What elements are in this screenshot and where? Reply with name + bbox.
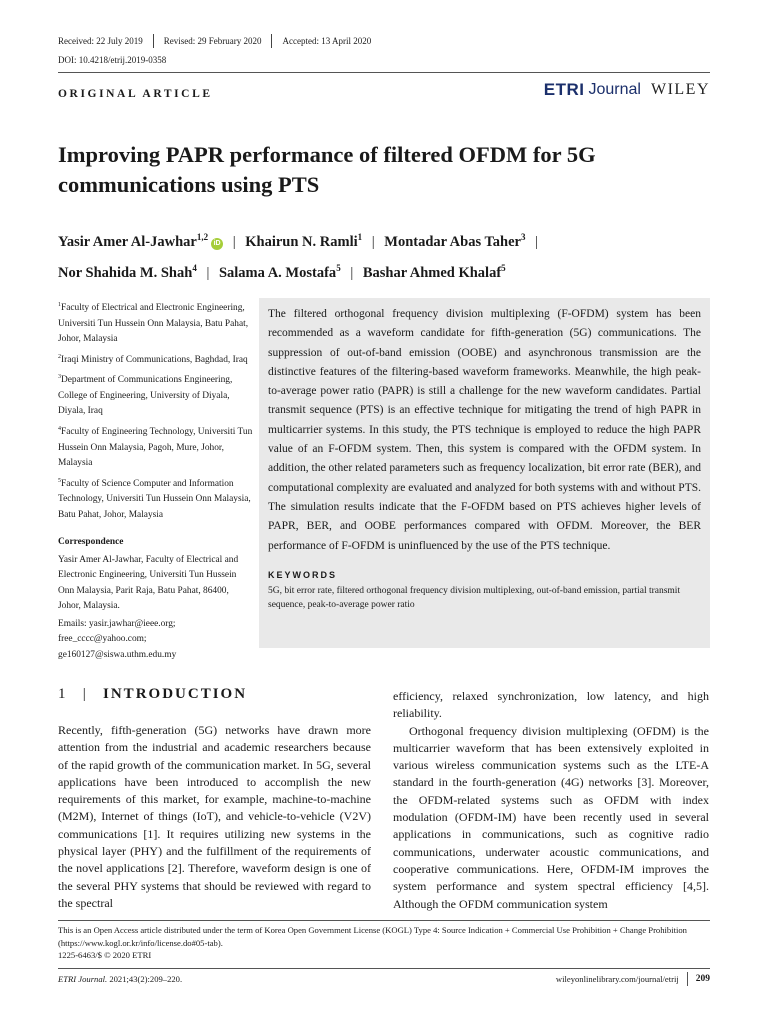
paper-title: Improving PAPR performance of filtered OFDM for 5G communications using PTS	[58, 142, 596, 197]
correspondence-heading: Correspondence	[58, 537, 124, 548]
etri-logo: ETRI	[543, 80, 585, 99]
footer-rule	[58, 968, 710, 969]
paragraph: Recently, fifth-generation (5G) networks have drawn more attention from the industrial and academic researchers because of the rapid growth of the communication market. In 5G, several applications have been introduced to accomplish the new requirements of this market, for example, machine-to-machine (M2M), Internet of things (IoT), and vehicle-to-vehicle (V2V) communications [1]. It requires utilizing new systems in the physical layer (PHY) and the fulfillment of the requirements of the novel applications [2]. Therefore, waveform design is one of the several PHY systems that should be reviewed with regard to the spectral	[58, 723, 371, 910]
abstract-text: The filtered orthogonal frequency division multiplexing (F-OFDM) system has been recommended as a waveform candidate for fifth-generation (5G) communications. The suppression of out-of-band emission (OOBE) and asynchronous transmission are the distinctive features of the filtering-based waveform frameworks. Meanwhile, the high peak-to-average power ratio (PAPR) is still a challenge for the new waveform candidates. Partial transmit sequence (PTS) is an effective technique for mitigating the trend of high PAPR in multicarrier systems. In this study, the PTS technique is employed to reduce the high PAPR value of an F-OFDM system. Then, this system is compared with the OFDM system. In addition, the other related parameters such as frequency localization, bit error rate (BER), and computational complexity are evaluated and analyzed for both systems with and without PTS. The simulation results indicate that the F-OFDM based on PTS achieves higher levels of PAPR, BER, and OOBE performances compared with OFDM. Moreover, the BER performance of F-OFDM is uninfluenced by the use of the PTS technique.	[268, 308, 701, 552]
paragraph: efficiency, relaxed synchronization, low latency, and high reliability.	[393, 689, 709, 721]
author[interactable]: Bashar Ahmed Khalaf$^5$	[362, 262, 506, 281]
divider	[687, 972, 688, 986]
author[interactable]: Montadar Abas Taher$^3$	[384, 232, 526, 250]
paragraph: Orthogonal frequency division multiplexing (OFDM) is the multicarrier waveform that has been extensively exploited in various wireless communication systems such as the LTE-A standard in the fourth-generation (4G) networks [3]. Moreover, the OFDM-related systems such as OFDM with index modulation (OFDM-IM) have been recently used in several applications in communications, such as cognitive radio communications, underwater acoustic communications, and cooperative communications. Here, OFDM-IM improves the system performance and system spectral efficiency [4,5]. Although the OFDM communication system	[393, 723, 709, 911]
author[interactable]: Nor Shahida M. Shah$^4$	[58, 262, 197, 281]
body-column-right	[393, 688, 709, 913]
license-text: This is an Open Access article distributed under the term of Korea Open Government License (KOGL) Type 4: Source Indication + Commercial Use Prohibition + Change Prohibition (https://www.kogl.or.kr/info/license.do#05-tab).	[58, 925, 687, 948]
wiley-logo: WILEY	[650, 81, 710, 98]
correspondence-body: Yasir Amer Al-Jawhar, Faculty of Electrical and Electronic Engineering, Universiti Tun Hussein Onn Malaysia, Parit Raja, Batu Pahat, 86400, Johor, Malaysia.	[58, 554, 239, 612]
body-column-left	[58, 722, 371, 912]
issn-text: 1225-6463/$ © 2020 ETRI	[58, 950, 152, 960]
journal-url[interactable]: wileyonlinelibrary.com/journal/etrij	[555, 974, 679, 984]
article-type: ORIGINAL ARTICLE	[58, 88, 213, 100]
affiliations	[58, 298, 253, 665]
affiliation: $^4$Faculty of Engineering Technology, Universiti Tun Hussein Onn Malaysia, Pagoh, Mure, Johor, Malaysia	[58, 425, 253, 468]
divider	[153, 34, 154, 48]
correspondence-emails[interactable]: Emails: yasir.jawhar@ieee.org; free_cccc@yahoo.com; ge160127@siswa.uthm.edu.my	[58, 618, 177, 660]
author[interactable]: Salama A. Mostafa$^5$	[218, 262, 341, 281]
header-rule	[58, 72, 710, 73]
abstract-box	[259, 298, 710, 648]
article-dates	[58, 34, 371, 48]
license-footnote	[58, 924, 710, 962]
journal-logo-text: Journal	[588, 81, 641, 98]
affiliation: $^2$Iraqi Ministry of Communications, Baghdad, Iraq	[58, 353, 248, 365]
author-list: Yasir Amer Al-Jawhar$^{1,2}$iD | Khairun N. Ramli$^1$ | Montadar Abas Taher$^3$ | Nor Shahida M. Shah$^4$ | Salama A. Mostafa$^5$ | Bashar Ahmed Khalaf$^5$	[58, 232, 539, 281]
author[interactable]: Yasir Amer Al-Jawhar$^{1,2}$	[58, 232, 209, 250]
affiliation: $^3$Department of Communications Engineering, College of Engineering, University of Diyala, Diyala, Iraq	[58, 374, 233, 417]
journal-citation: ETRI Journal. 2021;43(2):209–220.	[58, 974, 183, 984]
divider	[271, 34, 272, 48]
revised-date: Revised: 29 February 2020	[163, 36, 262, 46]
author[interactable]: Khairun N. Ramli$^1$	[245, 232, 363, 250]
orcid-icon[interactable]: iD	[211, 238, 223, 250]
doi[interactable]: DOI: 10.4218/etrij.2019-0358	[58, 55, 167, 65]
page-footer-right	[556, 972, 710, 986]
section-heading: 1 | INTRODUCTION	[58, 686, 248, 702]
footnote-rule	[58, 920, 710, 921]
keywords-heading: KEYWORDS	[268, 569, 338, 580]
received-date: Received: 22 July 2019	[58, 36, 143, 46]
keywords-text: 5G, bit error rate, filtered orthogonal frequency division multiplexing, out-of-band emission, partial transmit sequence, peak-to-average power ratio	[268, 585, 681, 611]
accepted-date: Accepted: 13 April 2020	[282, 36, 372, 46]
affiliation: $^1$Faculty of Electrical and Electronic Engineering, Universiti Tun Hussein Onn Malaysia, Batu Pahat, Johor, Malaysia	[58, 302, 249, 345]
page-number: 209	[695, 974, 710, 984]
publisher-logos	[544, 80, 710, 100]
affiliation: $^5$Faculty of Science Computer and Information Technology, Universiti Tun Hussein Onn Malaysia, Batu Pahat, Johor, Malaysia	[58, 477, 251, 520]
